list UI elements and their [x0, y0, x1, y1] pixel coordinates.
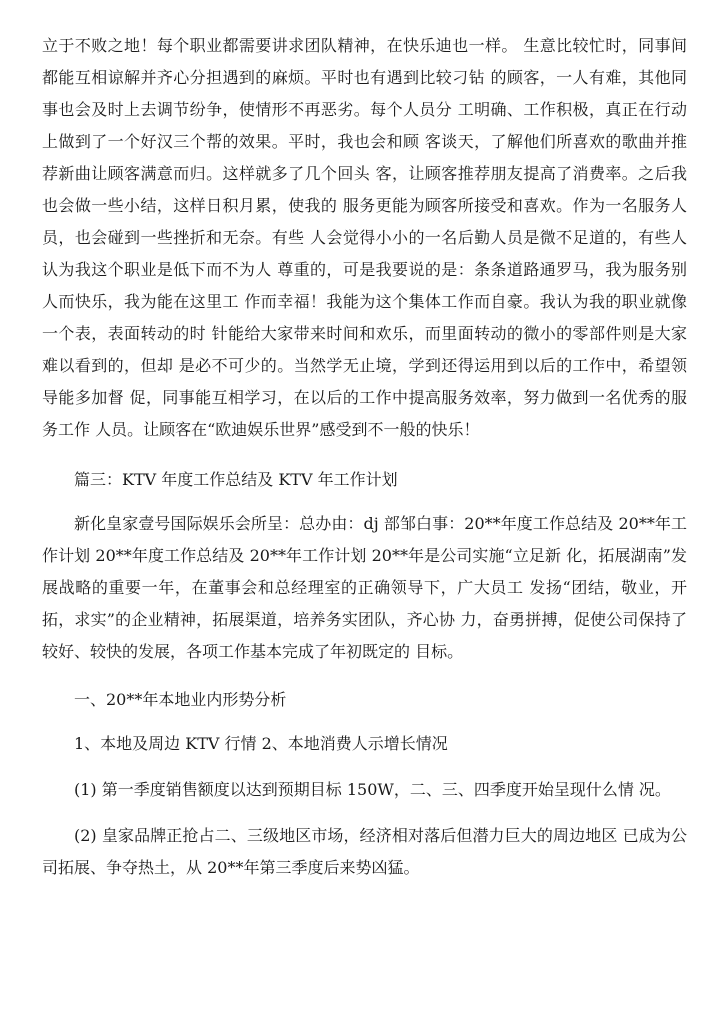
document-page	[42, 30, 687, 884]
body-paragraph-2: 新化皇家壹号国际娱乐会所呈：总办由：dj 部邹白事：20**年度工作总结及 20**年工作计划 20**年度工作总结及 20**年工作计划 20**年是公司实施“立足新 化，拓展湖南”发展战略的重要一年，在董事会和总经理室的正确领导下，广大员工 发扬“团结，敬业，开拓，求实”的企业精神，拓展渠道，培养务实团队，齐心协 力，奋勇拼搏，促使公司保持了较好、较快的发展，各项工作基本完成了年初既定的 目标。	[42, 514, 687, 661]
list-item-3: (2) 皇家品牌正抢占二、三级地区市场，经济相对落后但潜力巨大的周边地区 已成为公司拓展、争夺热土，从 20**年第三季度后来势凶猛。	[42, 826, 687, 877]
section-heading: 篇三：KTV 年度工作总结及 KTV 年工作计划	[74, 470, 398, 489]
subsection-heading: 一、20**年本地业内形势分析	[74, 690, 287, 709]
list-item-2: (1) 第一季度销售额度以达到预期目标 150W，二、三、四季度开始呈现什么情 况。	[74, 780, 671, 799]
list-item-1: 1、本地及周边 KTV 行情 2、本地消费人示增长情况	[74, 734, 448, 753]
body-paragraph-1: 立于不败之地！每个职业都需要讲求团队精神，在快乐迪也一样。 生意比较忙时，同事间都能互相谅解并齐心分担遇到的麻烦。平时也有遇到比较刁钻 的顾客，一人有难，其他同事也会及时上去调节纷争，使情形不再恶劣。每个人员分 工明确、工作积极，真正在行动上做到了一个好汉三个帮的效果。平时，我也会和顾 客谈天，了解他们所喜欢的歌曲并推荐新曲让顾客满意而归。这样就多了几个回头 客，让顾客推荐朋友提高了消费率。之后我也会做一些小结，这样日积月累，使我的 服务更能为顾客所接受和喜欢。作为一名服务人员，也会碰到一些挫折和无奈。有些 人会觉得小小的一名后勤人员是微不足道的，有些人认为我这个职业是低下而不为人 尊重的，可是我要说的是：条条道路通罗马，我为服务别人而快乐，我为能在这里工 作而幸福！我能为这个集体工作而自豪。我认为我的职业就像一个表，表面转动的时 针能给大家带来时间和欢乐，而里面转动的微小的零部件则是大家难以看到的，但却 是必不可少的。当然学无止境，学到还得运用到以后的工作中，希望领导能多加督 促，同事能互相学习，在以后的工作中提高服务效率，努力做到一名优秀的服务工作 人员。让顾客在“欧迪娱乐世界”感受到不一般的快乐！	[42, 36, 687, 439]
